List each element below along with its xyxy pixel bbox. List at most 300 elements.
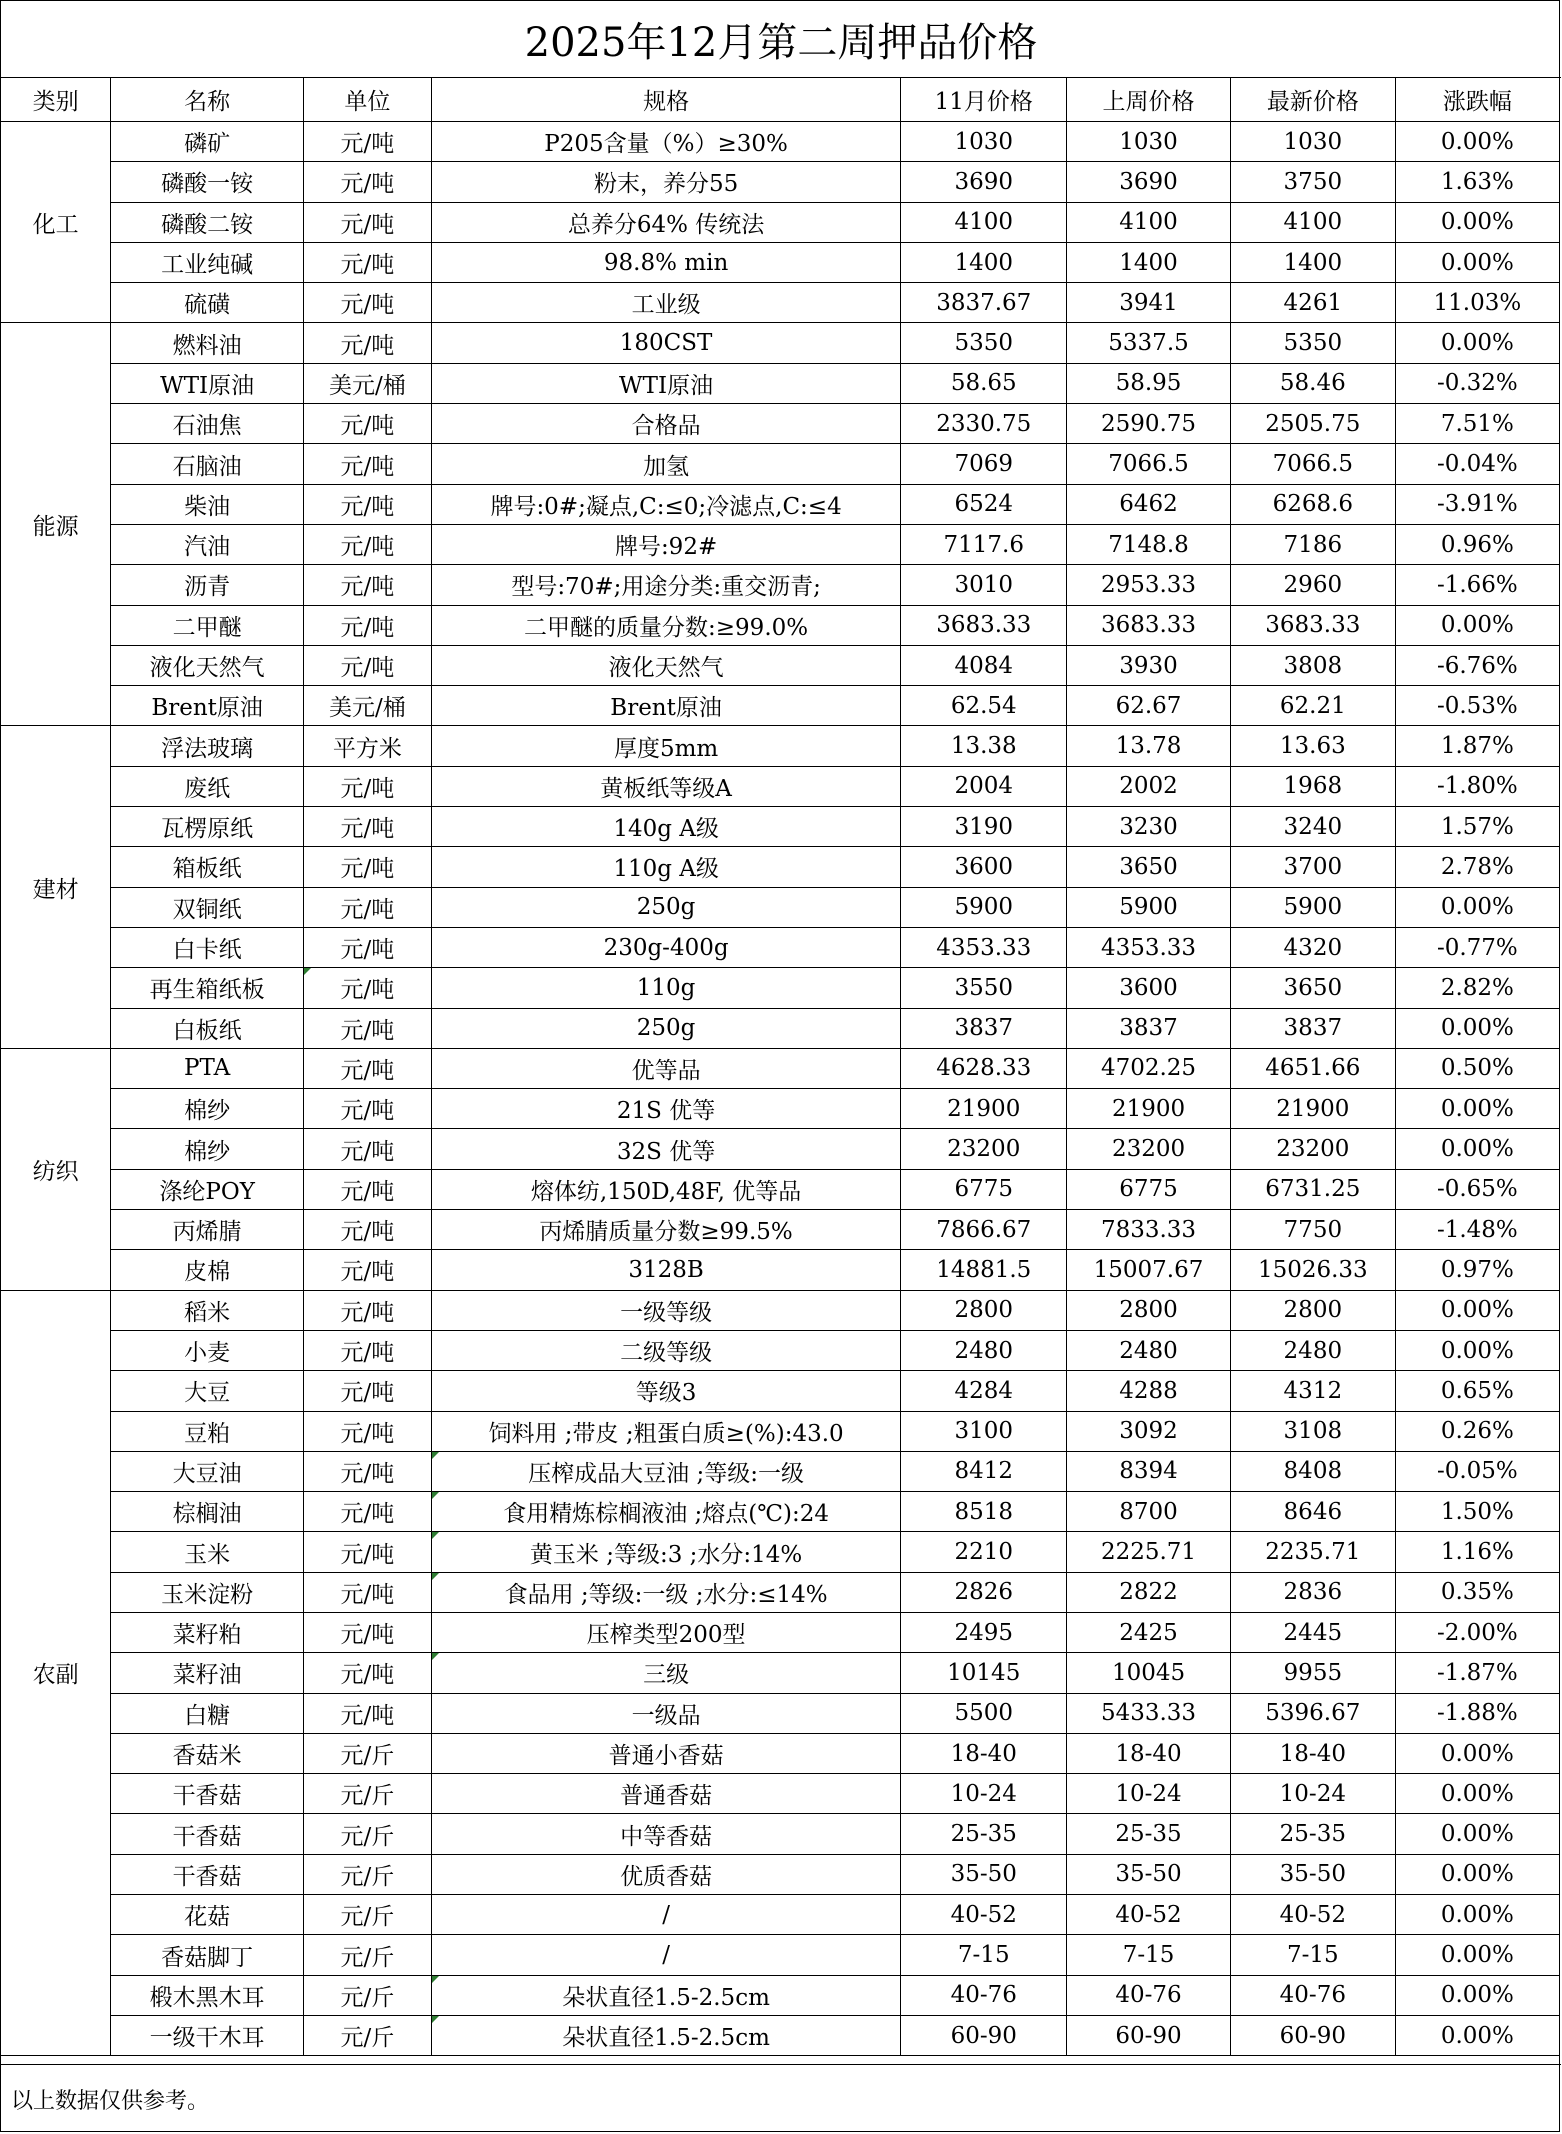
last-week-price-cell-text: 5900 — [1119, 894, 1178, 921]
latest-price-cell-text: 9955 — [1283, 1659, 1343, 1686]
unit-cell — [303, 1814, 431, 1854]
category-cell: 纺织 — [1, 1048, 111, 1290]
spec-cell-text: 普通小香菇 — [608, 1743, 724, 1770]
last-week-price-cell — [1067, 1975, 1231, 2015]
change-cell-text: 0.65% — [1440, 1377, 1514, 1404]
item-name-cell — [111, 122, 304, 162]
item-name-cell — [111, 766, 304, 806]
item-name-cell — [111, 444, 304, 484]
spec-cell-text: / — [662, 1942, 670, 1968]
unit-cell-text: 元/吨 — [340, 131, 395, 158]
item-name-cell — [111, 565, 304, 605]
change-cell-text: 0.00% — [1440, 1136, 1514, 1163]
spec-cell — [431, 1411, 901, 1451]
table-row — [1, 162, 1559, 202]
nov-price-cell-text: 2210 — [954, 1539, 1014, 1566]
nov-price-cell — [901, 1411, 1067, 1451]
change-cell-text: 1.63% — [1440, 168, 1514, 195]
change-cell — [1395, 484, 1559, 524]
unit-cell-text: 元/斤 — [340, 1863, 395, 1890]
latest-price-cell — [1230, 1250, 1395, 1290]
item-name-cell-text: 菜籽粕 — [172, 1622, 242, 1649]
change-cell-text: 1.16% — [1440, 1539, 1514, 1566]
last-week-price-cell-text: 6775 — [1119, 1176, 1178, 1203]
table-row — [1, 1895, 1559, 1935]
unit-cell-text: 元/斤 — [340, 2025, 395, 2052]
item-name-cell-text: 工业纯碱 — [161, 252, 254, 279]
last-week-price-cell-text: 40-52 — [1115, 1901, 1182, 1928]
item-name-cell — [111, 605, 304, 645]
latest-price-cell — [1230, 1653, 1395, 1693]
unit-cell — [303, 645, 431, 685]
table-row — [1, 1693, 1559, 1733]
change-cell — [1395, 1733, 1559, 1773]
change-cell — [1395, 847, 1559, 887]
nov-price-cell — [901, 968, 1067, 1008]
unit-cell-text: 元/吨 — [340, 1138, 395, 1165]
change-cell — [1395, 1935, 1559, 1975]
latest-price-cell — [1230, 1854, 1395, 1894]
last-week-price-cell-text: 3683.33 — [1100, 612, 1197, 639]
latest-price-cell-text: 3808 — [1283, 652, 1343, 679]
item-name-cell-text: Brent原油 — [151, 695, 263, 722]
item-name-cell — [111, 645, 304, 685]
unit-cell-text: 元/斤 — [340, 1823, 395, 1850]
unit-cell-text: 元/斤 — [340, 1904, 395, 1931]
unit-cell-text: 元/斤 — [340, 1743, 395, 1770]
spec-cell-text: 朵状直径1.5-2.5cm — [562, 2025, 770, 2052]
latest-price-cell-text: 40-76 — [1279, 1982, 1346, 2009]
change-cell-text: -0.53% — [1436, 692, 1518, 719]
nov-price-cell — [901, 444, 1067, 484]
nov-price-cell — [901, 927, 1067, 967]
unit-cell — [303, 323, 431, 363]
last-week-price-cell — [1067, 323, 1231, 363]
change-cell — [1395, 1612, 1559, 1652]
last-week-price-cell-text: 3650 — [1119, 853, 1178, 880]
latest-price-cell — [1230, 1935, 1395, 1975]
item-name-cell — [111, 1290, 304, 1330]
header-change: 涨跌幅 — [1395, 78, 1559, 122]
item-name-cell-text: 白糖 — [184, 1702, 231, 1729]
spec-cell — [431, 1371, 901, 1411]
unit-cell — [303, 927, 431, 967]
last-week-price-cell — [1067, 1210, 1231, 1250]
item-name-cell-text: PTA — [184, 1055, 231, 1082]
nov-price-cell-text: 35-50 — [950, 1861, 1017, 1888]
latest-price-cell — [1230, 202, 1395, 242]
spec-cell-text: 加氢 — [643, 453, 690, 480]
latest-price-cell-text: 3108 — [1283, 1418, 1343, 1445]
last-week-price-cell-text: 7833.33 — [1100, 1216, 1197, 1243]
change-cell — [1395, 927, 1559, 967]
spec-cell-text: 二甲醚的质量分数:≥99.0% — [524, 614, 809, 641]
spec-cell — [431, 847, 901, 887]
change-cell-text: 0.00% — [1440, 1095, 1514, 1122]
nov-price-cell-text: 7117.6 — [943, 531, 1024, 558]
unit-cell-text: 元/斤 — [340, 1944, 395, 1971]
nov-price-cell-text: 2826 — [954, 1579, 1014, 1606]
spec-cell — [431, 202, 901, 242]
nov-price-cell-text: 1400 — [954, 249, 1014, 276]
item-name-cell — [111, 1935, 304, 1975]
latest-price-cell — [1230, 283, 1395, 323]
table-row — [1, 444, 1559, 484]
category-cell: 建材 — [1, 726, 111, 1048]
header-spec: 规格 — [431, 78, 901, 122]
item-name-cell-text: 大豆 — [184, 1380, 231, 1407]
last-week-price-cell-text: 3941 — [1119, 289, 1178, 316]
table-row — [1, 887, 1559, 927]
table-row — [1, 1572, 1559, 1612]
last-week-price-cell — [1067, 1290, 1231, 1330]
nov-price-cell-text: 10145 — [947, 1659, 1021, 1686]
comment-marker-icon — [432, 1976, 439, 1983]
category-cell: 化工 — [1, 122, 111, 323]
unit-cell — [303, 605, 431, 645]
last-week-price-cell-text: 2953.33 — [1100, 571, 1197, 598]
item-name-cell-text: 大豆油 — [172, 1460, 242, 1487]
unit-cell — [303, 726, 431, 766]
spec-cell — [431, 162, 901, 202]
last-week-price-cell-text: 2822 — [1119, 1579, 1178, 1606]
unit-cell-text: 元/吨 — [340, 1420, 395, 1447]
table-row — [1, 1129, 1559, 1169]
change-cell — [1395, 686, 1559, 726]
last-week-price-cell-text: 23200 — [1111, 1136, 1186, 1163]
latest-price-cell — [1230, 565, 1395, 605]
table-row — [1, 1411, 1559, 1451]
unit-cell-text: 元/吨 — [340, 1501, 395, 1528]
unit-cell-text: 元/吨 — [340, 574, 395, 601]
spec-cell — [431, 484, 901, 524]
spec-cell-text: 食用精炼棕榈液油 ;熔点(℃):24 — [503, 1501, 829, 1528]
change-cell — [1395, 363, 1559, 403]
latest-price-cell-text: 7-15 — [1286, 1942, 1339, 1968]
nov-price-cell-text: 3010 — [954, 571, 1014, 598]
change-cell-text: 0.00% — [1440, 128, 1514, 155]
spec-cell-text: 3128B — [628, 1256, 704, 1283]
unit-cell-text: 元/吨 — [340, 1460, 395, 1487]
spec-cell — [431, 524, 901, 564]
item-name-cell — [111, 1492, 304, 1532]
latest-price-cell — [1230, 847, 1395, 887]
change-cell — [1395, 1854, 1559, 1894]
spec-cell — [431, 2015, 901, 2055]
change-cell — [1395, 1290, 1559, 1330]
change-cell-text: -6.76% — [1436, 652, 1518, 679]
change-cell — [1395, 1774, 1559, 1814]
spec-cell-text: 粉末，养分55 — [593, 171, 739, 198]
change-cell-text: 7.51% — [1440, 410, 1514, 437]
spec-cell — [431, 1774, 901, 1814]
latest-price-cell-text: 3750 — [1283, 168, 1343, 195]
table-row — [1, 1089, 1559, 1129]
item-name-cell-text: 瓦楞原纸 — [161, 816, 254, 843]
latest-price-cell-text: 4651.66 — [1265, 1055, 1361, 1082]
table-row — [1, 1612, 1559, 1652]
change-cell-text: 1.50% — [1440, 1498, 1514, 1525]
table-row — [1, 1169, 1559, 1209]
item-name-cell — [111, 1733, 304, 1773]
last-week-price-cell — [1067, 162, 1231, 202]
table-row — [1, 524, 1559, 564]
spec-cell-text: 液化天然气 — [608, 655, 724, 681]
item-name-cell-text: 皮棉 — [184, 1259, 231, 1286]
last-week-price-cell-text: 10-24 — [1115, 1780, 1182, 1807]
nov-price-cell-text: 3837.67 — [936, 289, 1032, 316]
item-name-cell-text: 石油焦 — [172, 413, 242, 440]
unit-cell-text: 元/吨 — [340, 1622, 395, 1649]
item-name-cell-text: 棉纱 — [184, 1098, 231, 1125]
spec-cell-text: 250g — [636, 894, 696, 921]
latest-price-cell — [1230, 444, 1395, 484]
item-name-cell-text: 干香菇 — [172, 1783, 242, 1810]
change-cell — [1395, 726, 1559, 766]
unit-cell-text: 元/吨 — [340, 1259, 395, 1286]
nov-price-cell — [901, 404, 1067, 444]
last-week-price-cell — [1067, 927, 1231, 967]
change-cell — [1395, 1653, 1559, 1693]
item-name-cell-text: 磷矿 — [184, 131, 231, 158]
change-cell-text: 0.00% — [1440, 249, 1514, 276]
change-cell — [1395, 1492, 1559, 1532]
last-week-price-cell-text: 10045 — [1111, 1659, 1186, 1686]
spec-cell — [431, 887, 901, 927]
unit-cell-text: 元/吨 — [340, 614, 395, 641]
spec-cell — [431, 1653, 901, 1693]
unit-cell-text: 元/吨 — [340, 856, 395, 883]
nov-price-cell-text: 40-52 — [950, 1901, 1017, 1928]
unit-cell — [303, 1733, 431, 1773]
item-name-cell — [111, 1048, 304, 1088]
spec-cell-text: 普通香菇 — [620, 1783, 713, 1810]
change-cell-text: 0.00% — [1440, 1740, 1514, 1767]
latest-price-cell — [1230, 1612, 1395, 1652]
latest-price-cell-text: 7066.5 — [1272, 451, 1354, 478]
item-name-cell-text: 石脑油 — [172, 453, 242, 480]
nov-price-cell-text: 25-35 — [950, 1821, 1017, 1848]
spec-cell-text: 压榨成品大豆油 ;等级:一级 — [528, 1460, 804, 1487]
last-week-price-cell-text: 18-40 — [1115, 1740, 1182, 1767]
unit-cell — [303, 1210, 431, 1250]
latest-price-cell — [1230, 726, 1395, 766]
nov-price-cell — [901, 1169, 1067, 1209]
item-name-cell-text: 干香菇 — [172, 1823, 242, 1850]
last-week-price-cell — [1067, 1492, 1231, 1532]
item-name-cell — [111, 1895, 304, 1935]
spec-cell-text: 食品用 ;等级:一级 ;水分:≤14% — [504, 1581, 828, 1608]
table-row — [1, 1048, 1559, 1088]
last-week-price-cell — [1067, 1612, 1231, 1652]
latest-price-cell — [1230, 807, 1395, 847]
item-name-cell-text: 柴油 — [184, 493, 231, 520]
nov-price-cell-text: 5350 — [954, 330, 1014, 357]
nov-price-cell-text: 5500 — [954, 1700, 1014, 1727]
change-cell-text: -3.91% — [1436, 491, 1518, 518]
item-name-cell-text: 燃料油 — [172, 332, 242, 359]
nov-price-cell-text: 4353.33 — [936, 934, 1032, 961]
item-name-cell — [111, 202, 304, 242]
nov-price-cell — [901, 1451, 1067, 1491]
change-cell — [1395, 645, 1559, 685]
change-cell — [1395, 283, 1559, 323]
last-week-price-cell — [1067, 363, 1231, 403]
header-latest-price: 最新价格 — [1230, 78, 1395, 122]
last-week-price-cell-text: 4288 — [1119, 1377, 1178, 1404]
unit-cell — [303, 1572, 431, 1612]
change-cell-text: 1.87% — [1440, 733, 1514, 760]
spec-cell-text: / — [662, 1901, 670, 1928]
latest-price-cell-text: 4100 — [1283, 209, 1343, 236]
unit-cell — [303, 686, 431, 726]
unit-cell — [303, 1895, 431, 1935]
unit-cell — [303, 202, 431, 242]
last-week-price-cell — [1067, 847, 1231, 887]
spec-cell-text: 优等品 — [631, 1057, 701, 1084]
unit-cell — [303, 484, 431, 524]
latest-price-cell-text: 3650 — [1283, 974, 1343, 1001]
latest-price-cell-text: 1968 — [1283, 773, 1343, 800]
item-name-cell — [111, 1653, 304, 1693]
nov-price-cell-text: 21900 — [947, 1095, 1021, 1122]
change-cell — [1395, 1129, 1559, 1169]
latest-price-cell-text: 10-24 — [1279, 1780, 1346, 1807]
latest-price-cell — [1230, 363, 1395, 403]
change-cell-text: 0.00% — [1440, 209, 1514, 236]
spec-cell — [431, 1612, 901, 1652]
change-cell-text: 0.26% — [1440, 1418, 1514, 1445]
spec-cell-text: 饲料用 ;带皮 ;粗蛋白质≥(%):43.0 — [488, 1420, 844, 1447]
change-cell — [1395, 524, 1559, 564]
nov-price-cell-text: 18-40 — [950, 1740, 1017, 1767]
item-name-cell-text: WTI原油 — [160, 372, 255, 399]
nov-price-cell-text: 6775 — [954, 1176, 1014, 1203]
nov-price-cell-text: 4084 — [954, 652, 1014, 679]
item-name-cell — [111, 927, 304, 967]
last-week-price-cell-text: 3230 — [1119, 813, 1178, 840]
unit-cell-text: 元/吨 — [340, 1702, 395, 1729]
last-week-price-cell — [1067, 1250, 1231, 1290]
spec-cell-text: 牌号:92# — [614, 534, 718, 561]
nov-price-cell-text: 2330.75 — [936, 410, 1032, 437]
table-body — [1, 122, 1559, 2056]
nov-price-cell — [901, 202, 1067, 242]
table-row — [1, 283, 1559, 323]
unit-cell-text: 元/吨 — [340, 1299, 395, 1326]
latest-price-cell-text: 2800 — [1283, 1297, 1343, 1324]
table-row — [1, 122, 1559, 162]
item-name-cell — [111, 1774, 304, 1814]
last-week-price-cell-text: 5337.5 — [1108, 330, 1189, 357]
unit-cell-text: 元/吨 — [340, 937, 395, 964]
unit-cell-text: 美元/桶 — [329, 372, 406, 399]
change-cell — [1395, 404, 1559, 444]
spec-cell-text: 250g — [636, 1015, 696, 1042]
unit-cell — [303, 1371, 431, 1411]
latest-price-cell — [1230, 1169, 1395, 1209]
spec-cell — [431, 1290, 901, 1330]
unit-cell — [303, 283, 431, 323]
change-cell-text: -0.04% — [1436, 451, 1518, 478]
spec-cell-text: 110g A级 — [613, 856, 719, 883]
item-name-cell — [111, 1693, 304, 1733]
spec-cell — [431, 1975, 901, 2015]
header-name: 名称 — [111, 78, 304, 122]
nov-price-cell — [901, 645, 1067, 685]
change-cell — [1395, 2015, 1559, 2055]
table-row — [1, 323, 1559, 363]
spec-cell-text: 180CST — [619, 330, 713, 357]
table-row — [1, 202, 1559, 242]
change-cell-text: 0.00% — [1440, 330, 1514, 357]
latest-price-cell-text: 7186 — [1283, 531, 1343, 558]
last-week-price-cell — [1067, 2015, 1231, 2055]
change-cell — [1395, 1975, 1559, 2015]
nov-price-cell-text: 8518 — [954, 1498, 1014, 1525]
category-cell: 能源 — [1, 323, 111, 726]
table-row — [1, 1371, 1559, 1411]
change-cell-text: -0.05% — [1436, 1458, 1518, 1485]
item-name-cell-text: 箱板纸 — [172, 856, 242, 883]
latest-price-cell — [1230, 122, 1395, 162]
item-name-cell-text: 香菇脚丁 — [161, 1944, 254, 1971]
table-row — [1, 968, 1559, 1008]
header-category: 类别 — [1, 78, 111, 122]
nov-price-cell — [901, 1371, 1067, 1411]
latest-price-cell — [1230, 1290, 1395, 1330]
latest-price-cell-text: 3683.33 — [1265, 612, 1361, 639]
nov-price-cell — [901, 283, 1067, 323]
unit-cell — [303, 1612, 431, 1652]
unit-cell-text: 元/吨 — [340, 292, 395, 319]
table-row — [1, 1854, 1559, 1894]
unit-cell-text: 元/吨 — [340, 1219, 395, 1246]
latest-price-cell — [1230, 1008, 1395, 1048]
item-name-cell-text: 液化天然气 — [149, 655, 265, 681]
unit-cell-text: 元/吨 — [340, 453, 395, 480]
item-name-cell-text: 棉纱 — [184, 1138, 231, 1165]
spec-cell — [431, 1532, 901, 1572]
latest-price-cell-text: 60-90 — [1279, 2022, 1346, 2049]
change-cell-text: -0.65% — [1436, 1176, 1518, 1203]
spec-cell-text: 总养分64% 传统法 — [567, 211, 765, 238]
change-cell-text: 0.00% — [1440, 1337, 1514, 1364]
comment-marker-icon — [432, 2016, 439, 2023]
last-week-price-cell — [1067, 1371, 1231, 1411]
item-name-cell — [111, 1330, 304, 1370]
unit-cell — [303, 2015, 431, 2055]
spec-cell — [431, 1895, 901, 1935]
change-cell-text: 0.00% — [1440, 1861, 1514, 1888]
last-week-price-cell-text: 2425 — [1119, 1619, 1178, 1646]
unit-cell — [303, 766, 431, 806]
spec-cell-text: 合格品 — [631, 413, 701, 440]
last-week-price-cell-text: 1030 — [1119, 128, 1178, 155]
unit-cell-text: 元/吨 — [340, 211, 395, 238]
last-week-price-cell — [1067, 1653, 1231, 1693]
latest-price-cell-text: 4320 — [1283, 934, 1343, 961]
item-name-cell — [111, 1572, 304, 1612]
nov-price-cell — [901, 766, 1067, 806]
table-row — [1, 1653, 1559, 1693]
unit-cell-text: 元/吨 — [340, 1380, 395, 1407]
change-cell-text: -1.80% — [1436, 773, 1518, 800]
unit-cell — [303, 565, 431, 605]
change-cell-text: -1.88% — [1436, 1700, 1518, 1727]
nov-price-cell — [901, 1290, 1067, 1330]
sheet-title: 2025年12月第二周押品价格 — [1, 1, 1561, 78]
